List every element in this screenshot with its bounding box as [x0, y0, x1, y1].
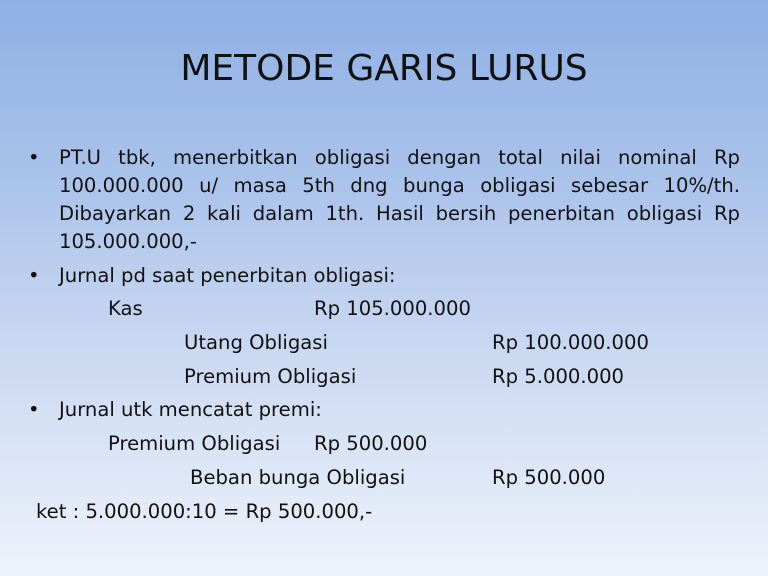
journal2-debit-account: Premium Obligasi	[108, 432, 281, 455]
bullet-icon: •	[28, 398, 40, 421]
bullet-text: Jurnal utk mencatat premi:	[59, 398, 322, 421]
journal2-credit-account: Beban bunga Obligasi	[190, 466, 406, 489]
journal1-credit2-account: Premium Obligasi	[184, 365, 357, 388]
journal2-credit-amount: Rp 500.000	[492, 466, 606, 489]
journal1-debit-amount: Rp 105.000.000	[314, 297, 471, 320]
bullet-text: PT.U tbk, menerbitkan obligasi dengan total nilai nominal Rp 100.000.000 u/ masa 5th dng bunga obligasi sebesar 10%/th. Dibayarkan 2 kali dalam 1th. Hasil bersih penerbitan obligasi Rp 105.000.000,-	[59, 146, 740, 253]
journal2-debit-amount: Rp 500.000	[314, 432, 428, 455]
bullet-icon: •	[28, 264, 40, 287]
slide-title: METODE GARIS LURUS	[180, 48, 588, 89]
journal1-credit1-amount: Rp 100.000.000	[492, 331, 649, 354]
journal1-debit-account: Kas	[108, 297, 143, 320]
bullet-text: Jurnal pd saat penerbitan obligasi:	[59, 264, 396, 287]
journal1-credit2-amount: Rp 5.000.000	[492, 365, 624, 388]
journal1-credit1-account: Utang Obligasi	[184, 331, 328, 354]
bullet-icon: •	[28, 146, 40, 169]
calculation-note: ket : 5.000.000:10 = Rp 500.000,-	[36, 500, 373, 523]
